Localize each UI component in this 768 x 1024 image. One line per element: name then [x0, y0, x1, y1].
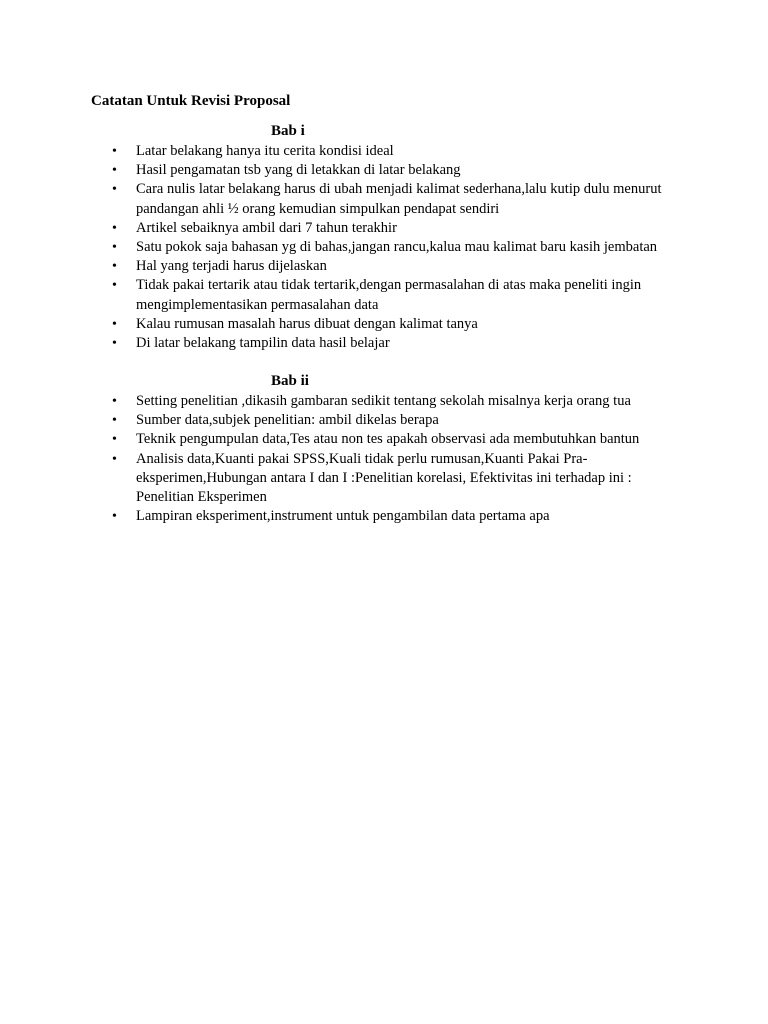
bullet-icon: • — [112, 240, 117, 256]
list-item-text: Cara nulis latar belakang harus di ubah menjadi kalimat sederhana,lalu kutip dulu menurut pandangan ahli ½ orang kemudian simpulkan pendapat sendiri — [136, 181, 662, 217]
bullet-icon: • — [112, 278, 117, 294]
list-item — [0, 142, 696, 161]
list-item-text: Tidak pakai tertarik atau tidak tertarik,dengan permasalahan di atas maka peneliti ingin mengimplementasikan permasalahan data — [136, 277, 642, 313]
bullet-icon: • — [112, 316, 117, 332]
bullet-icon: • — [112, 182, 117, 198]
section-heading-bab-ii: Bab ii — [271, 373, 309, 389]
section-heading-bab-i: Bab i — [271, 123, 305, 139]
list-item-text: Hasil pengamatan tsb yang di letakkan di latar belakang — [136, 162, 461, 179]
list-item-text: Analisis data,Kuanti pakai SPSS,Kuali tidak perlu rumusan,Kuanti Pakai Pra-eksperimen,Hubungan antara I dan I :Penelitian korelasi, Efektivitas ini terhadap ini : Penelitian Eksperimen — [136, 450, 632, 506]
document-title: Catatan Untuk Revisi Proposal — [91, 93, 291, 109]
list-item-text: Kalau rumusan masalah harus dibuat dengan kalimat tanya — [136, 315, 478, 332]
bullet-icon: • — [112, 432, 117, 448]
bullet-icon: • — [112, 394, 117, 409]
list-item-text: Teknik pengumpulan data,Tes atau non tes apakah observasi ada membutuhkan bantun — [136, 431, 640, 448]
list-item — [0, 219, 696, 238]
list-item-text: Artikel sebaiknya ambil dari 7 tahun terakhir — [136, 219, 397, 236]
list-item-text: Satu pokok saja bahasan yg di bahas,jangan rancu,kalua mau kalimat baru kasih jembatan — [136, 239, 658, 256]
list-item-text: Lampiran eksperiment,instrument untuk pengambilan data pertama apa — [136, 508, 550, 525]
bullet-icon: • — [112, 144, 117, 159]
bullet-icon: • — [112, 220, 117, 236]
list-item — [0, 450, 656, 508]
list-item — [0, 161, 696, 180]
list-item — [0, 180, 696, 218]
list-item-text: Setting penelitian ,dikasih gambaran sedikit tentang sekolah misalnya kerja orang tua — [136, 393, 631, 409]
list-item-text: Di latar belakang tampilin data hasil belajar — [136, 335, 390, 352]
list-item — [0, 430, 696, 449]
list-item — [0, 257, 696, 276]
list-item — [0, 411, 696, 430]
list-item-text: Hal yang terjadi harus dijelaskan — [136, 258, 327, 275]
list-item — [0, 334, 696, 353]
bullet-icon: • — [112, 413, 117, 429]
list-item-text: Latar belakang hanya itu cerita kondisi ideal — [136, 143, 394, 159]
list-item — [0, 392, 696, 411]
list-item — [0, 238, 716, 257]
bullet-icon: • — [112, 451, 117, 467]
list-item — [0, 315, 696, 334]
bullet-icon: • — [112, 336, 117, 352]
bullet-icon: • — [112, 259, 117, 275]
list-item — [0, 276, 696, 314]
list-item — [0, 507, 696, 526]
bullet-icon: • — [112, 163, 117, 179]
bab-i-list — [0, 142, 768, 353]
bullet-icon: • — [112, 509, 117, 525]
list-item-text: Sumber data,subjek penelitian: ambil dikelas berapa — [136, 412, 439, 429]
bab-ii-list — [0, 392, 768, 526]
